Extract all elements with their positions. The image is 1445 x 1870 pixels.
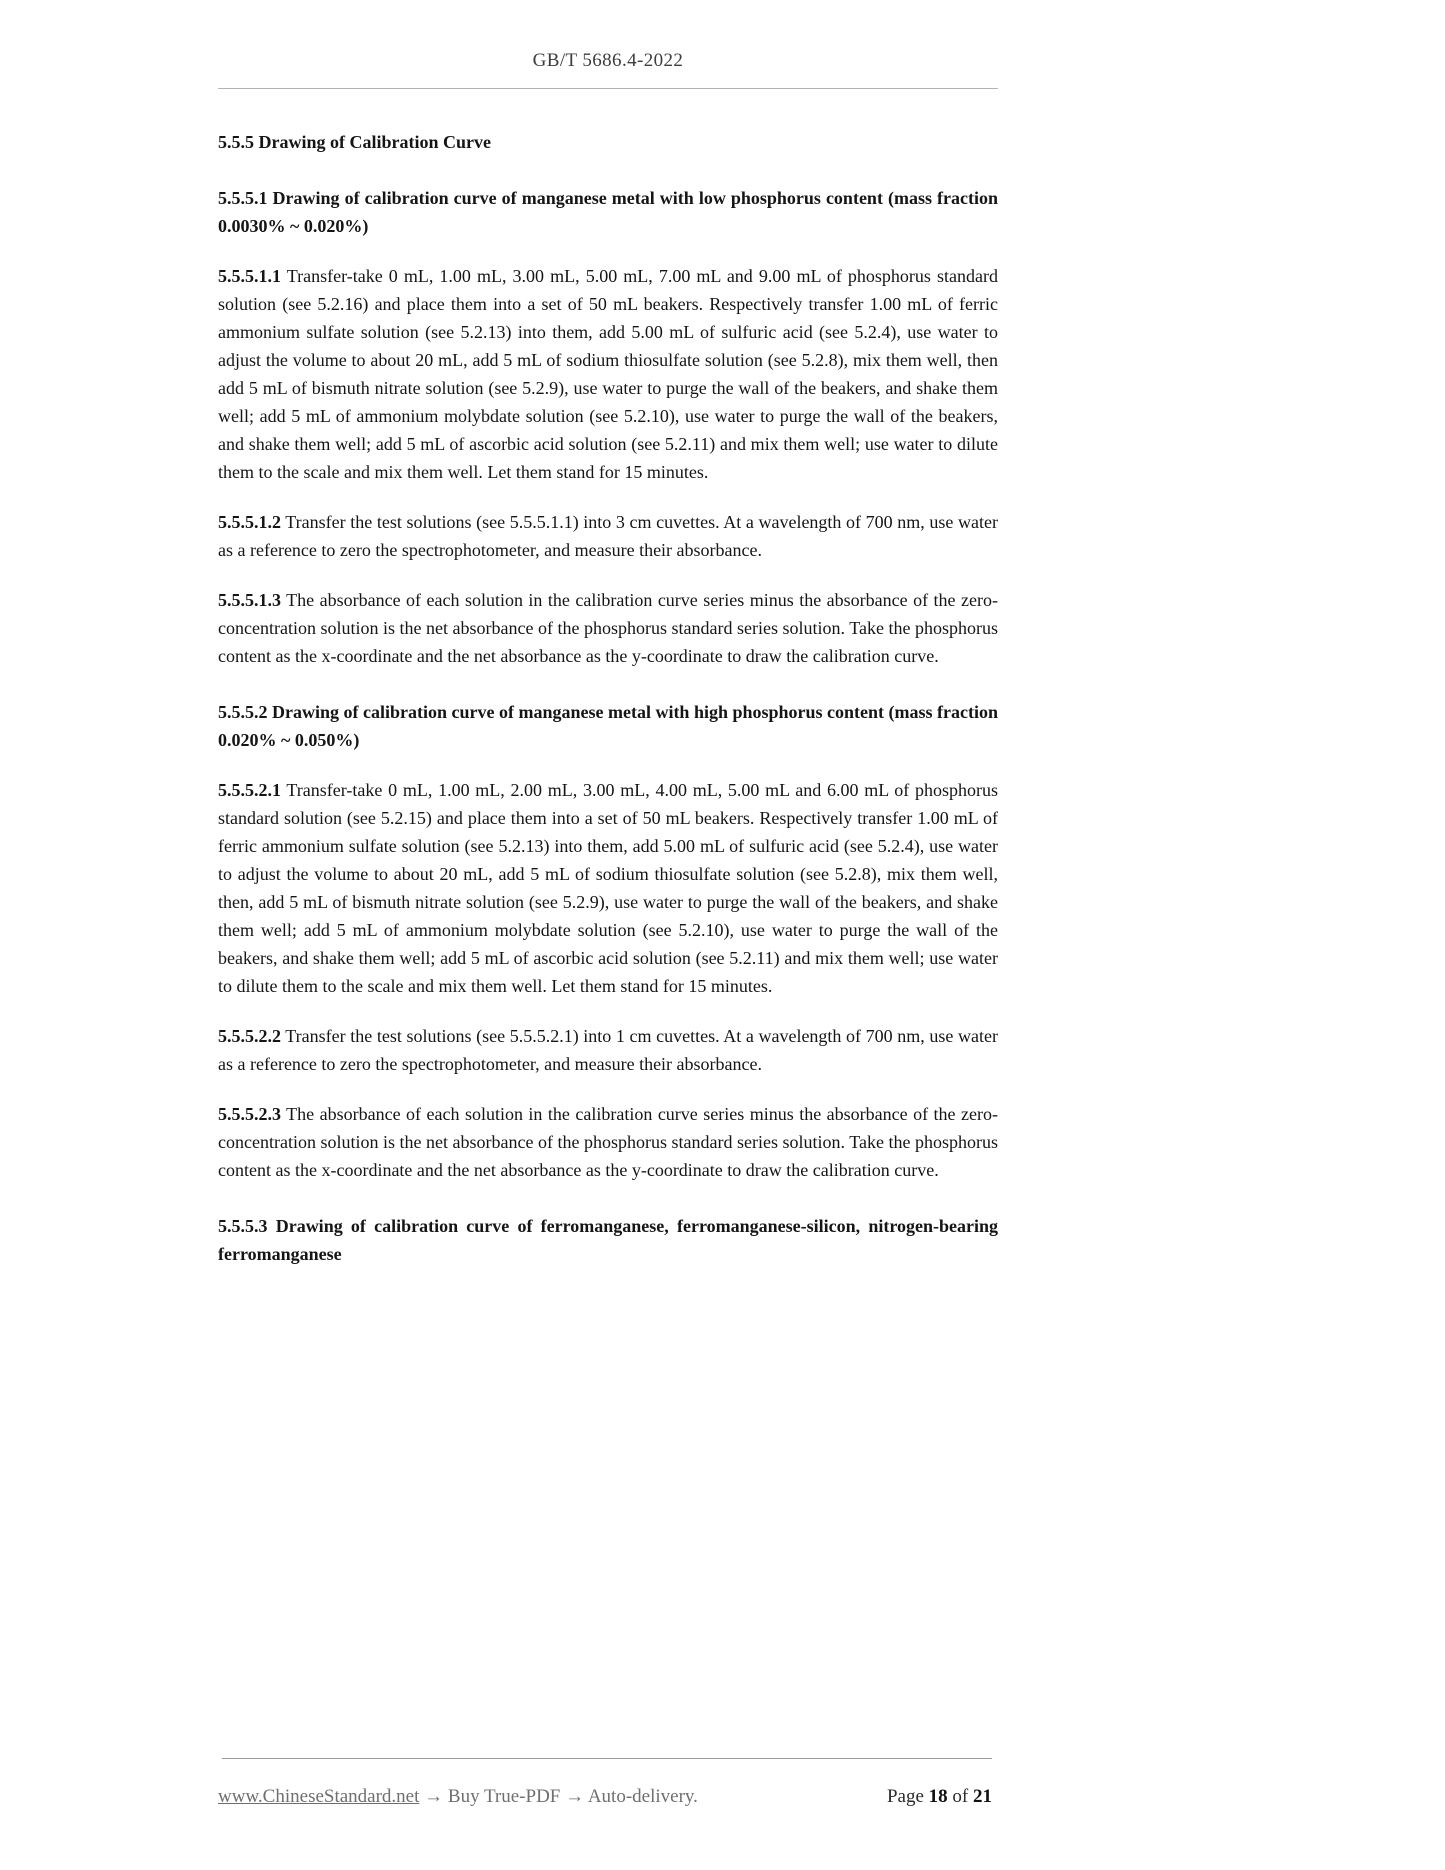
total-page-number: 21	[973, 1786, 992, 1807]
paragraph-text: Transfer the test solutions (see 5.5.5.1.1) into 3 cm cuvettes. At a wavelength of 700 nm, use water as a reference to zero the spectrophotometer, and measure their absorbance.	[218, 512, 998, 560]
arrow-right-icon: →	[424, 1786, 444, 1807]
paragraph-text: Transfer-take 0 mL, 1.00 mL, 3.00 mL, 5.00 mL, 7.00 mL and 9.00 mL of phosphorus standard solution (see 5.2.16) and place them into a set of 50 mL beakers. Respectively transfer 1.00 mL of ferric ammonium sulfate solution (see 5.2.13) into them, add 5.00 mL of sulfuric acid (see 5.2.4), use water to adjust the volume to about 20 mL, add 5 mL of sodium thiosulfate solution (see 5.2.8), mix them well, then add 5 mL of bismuth nitrate solution (see 5.2.9), use water to purge the wall of the beakers, and shake them well; add 5 mL of ammonium molybdate solution (see 5.2.10), use water to purge the wall of the beakers, and shake them well; add 5 mL of ascorbic acid solution (see 5.2.11) and mix them well; use water to dilute them to the scale and mix them well. Let them stand for 15 minutes.	[218, 266, 998, 482]
paragraph-5-5-5-1-2	[218, 508, 998, 564]
footer-delivery-text: Auto-delivery.	[587, 1786, 698, 1807]
document-body	[218, 120, 998, 1290]
paragraph-text: Transfer-take 0 mL, 1.00 mL, 2.00 mL, 3.00 mL, 4.00 mL, 5.00 mL and 6.00 mL of phosphorus standard solution (see 5.2.15) and place them into a set of 50 mL beakers. Respectively transfer 1.00 mL of ferric ammonium sulfate solution (see 5.2.13) into them, add 5.00 mL of sulfuric acid (see 5.2.4), use water to adjust the volume to about 20 mL, add 5 mL of sodium thiosulfate solution (see 5.2.8), mix them well, then, add 5 mL of bismuth nitrate solution (see 5.2.9), use water to purge the wall of the beakers, and shake them well; add 5 mL of ammonium molybdate solution (see 5.2.10), use water to purge the wall of the beakers, and shake them well; add 5 mL of ascorbic acid solution (see 5.2.11) and mix them well; use water to dilute them to the scale and mix them well. Let them stand for 15 minutes.	[218, 780, 998, 996]
footer-buy-text: Buy True-PDF	[447, 1786, 561, 1807]
paragraph-5-5-5-1-1	[218, 262, 998, 486]
paragraph-5-5-5-2-3	[218, 1100, 998, 1184]
section-heading-5-5-5: 5.5.5 Drawing of Calibration Curve	[218, 132, 491, 152]
paragraph-number: 5.5.5.1.2	[218, 512, 281, 532]
page-footer	[218, 1786, 992, 1808]
footer-source-line	[218, 1786, 698, 1808]
current-page-number: 18	[928, 1786, 948, 1807]
section-heading-5-5-5-3: 5.5.5.3 Drawing of calibration curve of ferromanganese, ferromanganese-silicon, nitrogen-bearing ferromanganese	[218, 1216, 998, 1264]
paragraph-5-5-5-1-3	[218, 586, 998, 670]
paragraph-number: 5.5.5.1.3	[218, 590, 281, 610]
paragraph-number: 5.5.5.2.2	[218, 1026, 281, 1046]
arrow-right-icon: →	[565, 1786, 585, 1807]
page-label: Page	[886, 1786, 924, 1807]
paragraph-number: 5.5.5.2.1	[218, 780, 281, 800]
paragraph-5-5-5-2-1	[218, 776, 998, 1000]
document-number-header: GB/T 5686.4-2022	[532, 50, 684, 71]
paragraph-number: 5.5.5.1.1	[218, 266, 281, 286]
header-divider	[218, 88, 998, 89]
paragraph-text: Transfer the test solutions (see 5.5.5.2.1) into 1 cm cuvettes. At a wavelength of 700 nm, use water as a reference to zero the spectrophotometer, and measure their absorbance.	[218, 1026, 998, 1074]
page-indicator	[887, 1786, 992, 1808]
of-label: of	[952, 1786, 969, 1807]
chinesestandard-link[interactable]: www.ChineseStandard.net	[218, 1786, 420, 1807]
paragraph-5-5-5-2-2	[218, 1022, 998, 1078]
section-heading-5-5-5-1: 5.5.5.1 Drawing of calibration curve of manganese metal with low phosphorus content (mass fraction 0.0030% ~ 0.020%)	[218, 188, 998, 236]
footer-divider	[222, 1758, 992, 1759]
paragraph-text: The absorbance of each solution in the calibration curve series minus the absorbance of the zero-concentration solution is the net absorbance of the phosphorus standard series solution. Take the phosphorus content as the x-coordinate and the net absorbance as the y-coordinate to draw the calibration curve.	[218, 1104, 998, 1180]
paragraph-number: 5.5.5.2.3	[218, 1104, 281, 1124]
paragraph-text: The absorbance of each solution in the calibration curve series minus the absorbance of the zero-concentration solution is the net absorbance of the phosphorus standard series solution. Take the phosphorus content as the x-coordinate and the net absorbance as the y-coordinate to draw the calibration curve.	[218, 590, 998, 666]
section-heading-5-5-5-2: 5.5.5.2 Drawing of calibration curve of manganese metal with high phosphorus content (mass fraction 0.020% ~ 0.050%)	[218, 702, 998, 750]
